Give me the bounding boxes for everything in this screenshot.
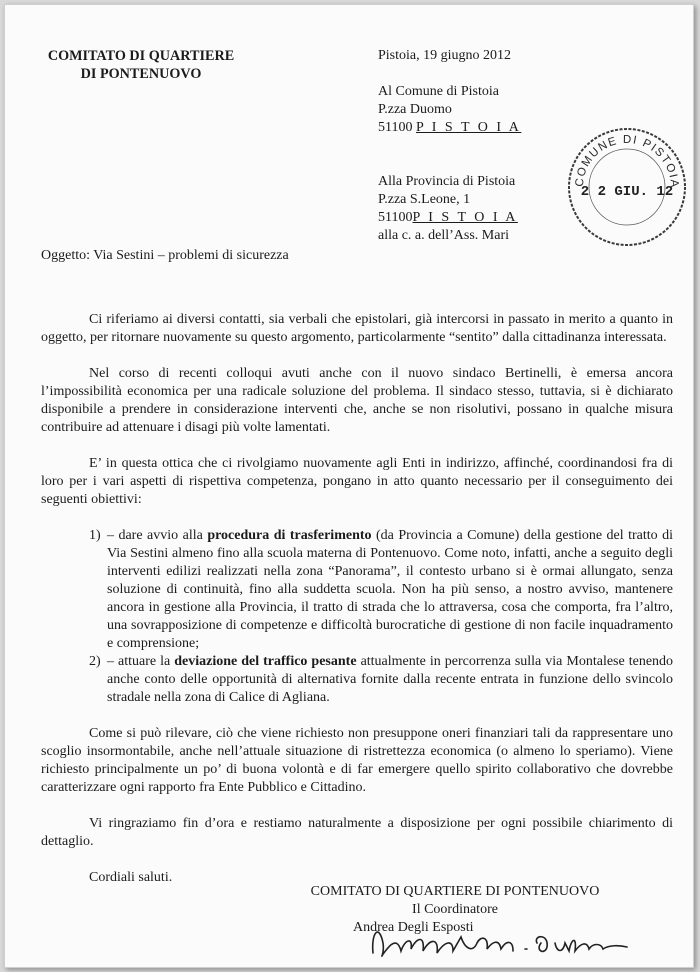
- letter-body: [41, 311, 673, 905]
- address-block: [378, 47, 521, 245]
- signature-org: COMITATO DI QUARTIERE DI PONTENUOVO: [310, 884, 600, 899]
- sender-header: [41, 47, 241, 83]
- paragraph-2: Nel corso di recenti colloqui avuti anche con il nuovo sindaco Bertinelli, è emersa ancora l’impossibilità economica per una radicale soluzione del problema. Il sindaco stesso, tuttavia, si è dichiarato disponibile a prendere in considerazione interventi che, anche se non risolutivi, possano in qualche misura contribuire ad attenuare i disagi più volte lamentati.: [41, 366, 673, 435]
- item-1-intro: – dare avvio alla: [107, 528, 203, 543]
- signature-name: Andrea Degli Esposti: [353, 920, 474, 935]
- signature-role: Il Coordinatore: [412, 902, 498, 917]
- item-2-bold: deviazione del traffico pesante: [174, 654, 357, 669]
- recipient-1-city: P I S T O I A: [415, 120, 522, 135]
- stamp-date: 2 2 GIU. 12: [580, 184, 674, 200]
- letter-page: [4, 4, 694, 968]
- recipient-2-attention: alla c. a. dell’Ass. Mari: [378, 228, 510, 243]
- paragraph-1: Ci riferiamo ai diversi contatti, sia verbali che epistolari, già intercorsi in passato in merito a quanto in oggetto, per ritornare nuovamente su questo argomento, particolarmente “sentito” dalla cittadinanza interessata.: [41, 312, 673, 345]
- handwritten-signature: [365, 913, 635, 965]
- stamp-arc-text: COMUNE DI PISTOIA: [573, 133, 681, 190]
- objectives-list: [41, 527, 673, 707]
- letter-date: Pistoia, 19 giugno 2012: [378, 48, 512, 63]
- item-1-text: (da Provincia a Comune) della gestione del tratto di Via Sestini almeno fino alla scuola materna di Pontenuovo. Come noto, infatti, anche a seguito degli interventi edilizi realizzati nella zona “Panorama”, il contesto urbano si è ormai allungato, senza soluzione di continuità, fino alla suddetta scuola. Non ha più senso, a nostro avviso, mantenere ancora in gestione alla Provincia, il tratto di strada che lo attraversa, cosa che comporta, fra l’altro, una sovrapposizione di competenze e difficoltà burocratiche di gestione di non facile inquadramento e comprensione;: [107, 528, 674, 651]
- municipal-stamp: [565, 125, 689, 249]
- closing-line: Cordiali saluti.: [89, 870, 173, 885]
- recipient-1-name: Al Comune di Pistoia: [378, 84, 499, 99]
- paragraph-3: E’ in questa ottica che ci rivolgiamo nuovamente agli Enti in indirizzo, affinché, coordinandosi fra di loro per i vari aspetti di rispettiva competenza, pongano in atto quanto necessario per il conseguimento dei seguenti obiettivi:: [41, 456, 673, 507]
- objective-item-2: [41, 653, 673, 707]
- item-2-number: 2): [89, 654, 101, 669]
- item-1-number: 1): [89, 528, 101, 543]
- subject-line: Oggetto: Via Sestini – problemi di sicurezza: [41, 248, 289, 263]
- recipient-2-street: P.zza S.Leone, 1: [378, 192, 471, 207]
- recipient-1-city-line: [378, 119, 521, 137]
- recipient-2-name: Alla Provincia di Pistoia: [378, 174, 516, 189]
- sender-line-1: COMITATO DI QUARTIERE: [47, 48, 235, 64]
- recipient-2-cap: 51100: [378, 210, 413, 225]
- sender-line-2: DI PONTENUOVO: [80, 66, 202, 82]
- recipient-1-street: P.zza Duomo: [378, 102, 452, 117]
- item-2-text: attualmente in percorrenza sulla via Montalese tenendo anche conto delle opportunità di alternativa fornite dalla recente entrata in funzione dello svincolo stradale nella zona di Calice di Agliana.: [107, 654, 674, 705]
- item-1-bold: procedura di trasferimento: [207, 528, 372, 543]
- paragraph-4: Come si può rilevare, ciò che viene richiesto non presuppone oneri finanziari tali da rappresentare uno scoglio insormontabile, anche nell’attuale situazione di ristrettezza economica (o almeno lo speriamo). Viene richiesto principalmente un po’ di buona volontà e di far emergere quello spirito collaborativo che dovrebbe caratterizzare ogni rapporto fra Ente Pubblico e Cittadino.: [41, 726, 673, 795]
- objective-item-1: [41, 527, 673, 653]
- recipient-2-city-line: [378, 209, 521, 227]
- recipient-1-cap: 51100: [378, 120, 413, 135]
- item-2-intro: – attuare la: [107, 654, 171, 669]
- recipient-2-city: P I S T O I A: [412, 210, 518, 225]
- paragraph-5: Vi ringraziamo fin d’ora e restiamo naturalmente a disposizione per ogni possibile chiarimento di dettaglio.: [41, 816, 673, 849]
